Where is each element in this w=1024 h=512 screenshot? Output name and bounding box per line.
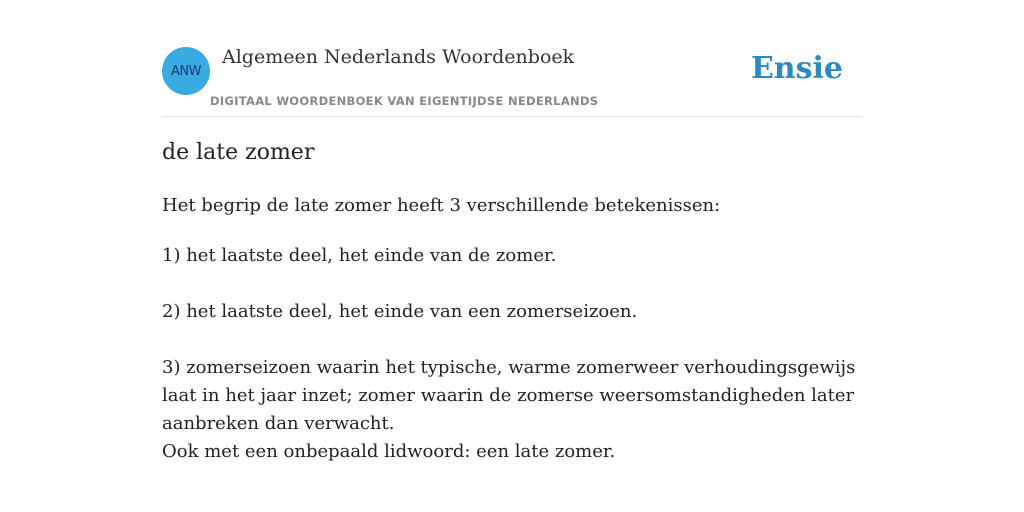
site-header [162, 0, 862, 117]
definition-list [162, 242, 862, 466]
site-subtitle: DIGITAAL WOORDENBOEK VAN EIGENTIJDSE NEDERLANDS [210, 94, 599, 108]
anw-logo[interactable] [162, 47, 210, 95]
entry-intro: Het begrip de late zomer heeft 3 verschillende betekenissen: [162, 195, 721, 216]
usage-note: Ook met een onbepaald lidwoord: een late zomer. [162, 441, 616, 462]
definition-1: 1) het laatste deel, het einde van de zomer. [162, 245, 557, 266]
page [162, 0, 862, 512]
definition-2: 2) het laatste deel, het einde van een zomerseizoen. [162, 301, 638, 322]
definition-3-text: 3) zomerseizoen waarin het typische, warme zomerweer verhoudingsgewijs laat in het jaar inzet; zomer waarin de zomerse weersomstandigheden later aanbreken dan verwacht. [162, 357, 856, 434]
entry-title: de late zomer [162, 140, 315, 165]
definition-3 [162, 354, 862, 466]
logo-text: ANW [171, 63, 201, 79]
site-title[interactable]: Algemeen Nederlands Woordenboek [222, 46, 575, 68]
ensie-logo[interactable]: Ensie [750, 51, 843, 86]
